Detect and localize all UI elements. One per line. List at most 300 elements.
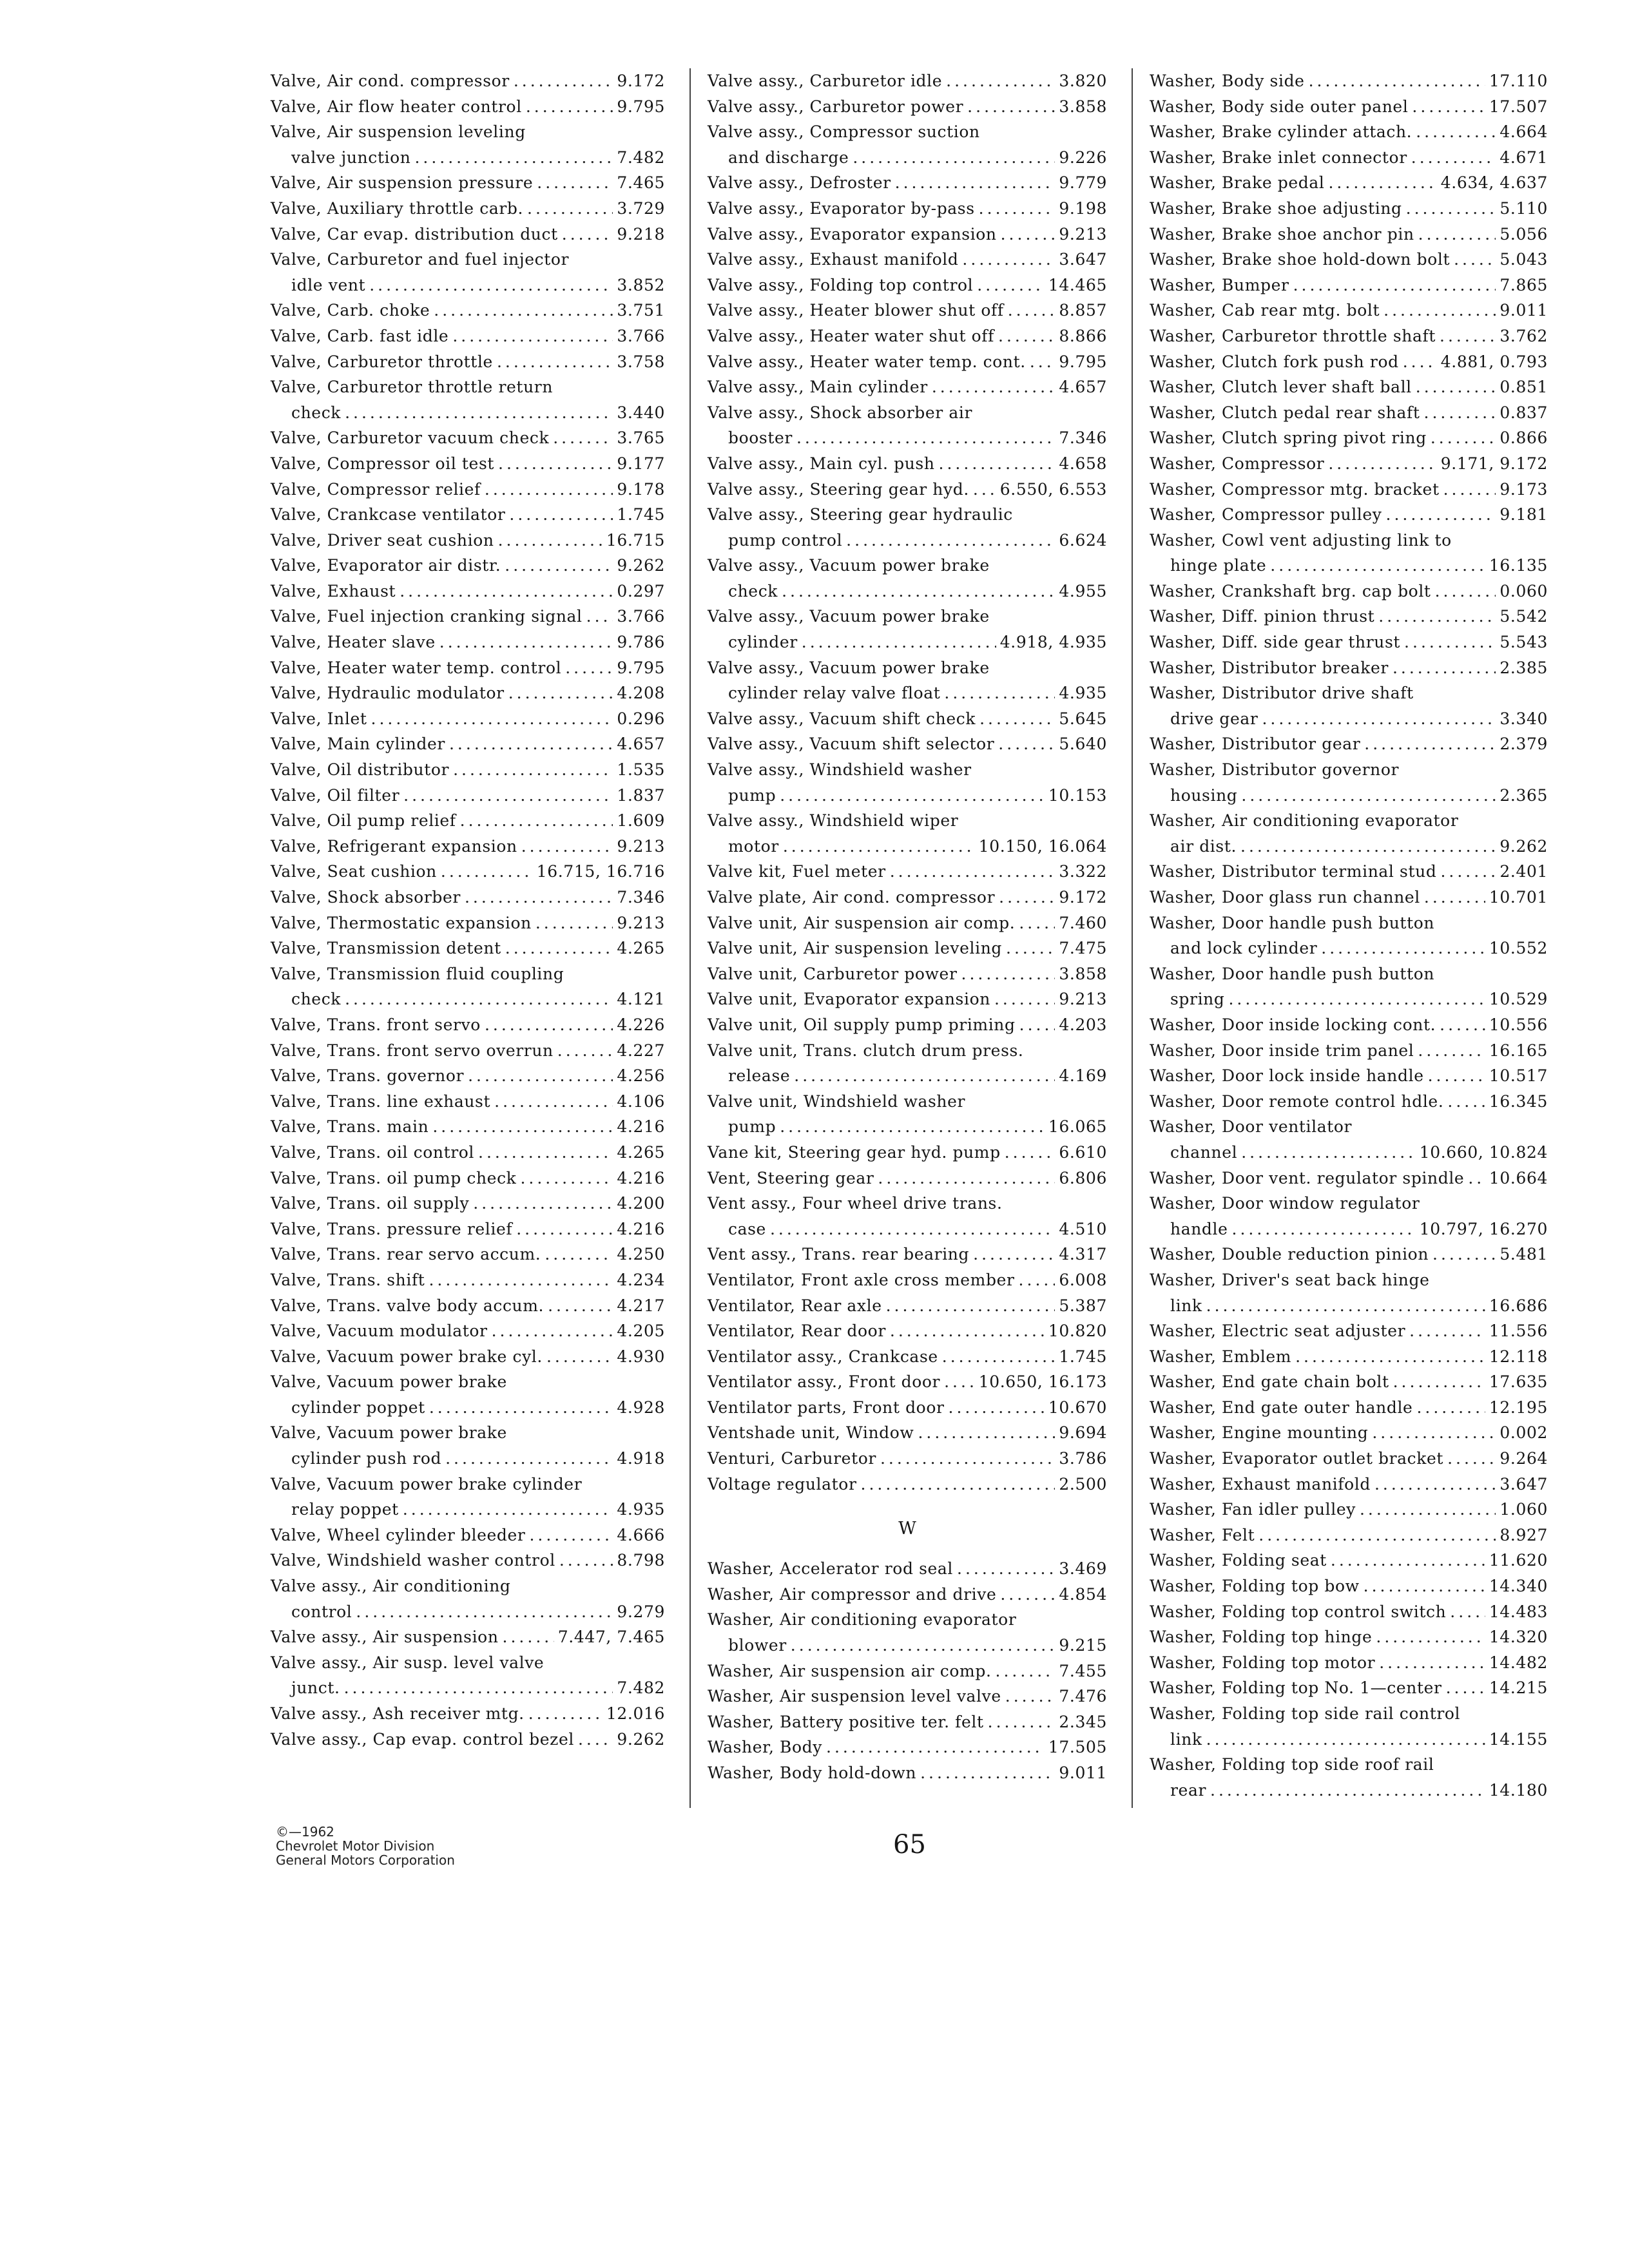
index-entry xyxy=(271,731,665,757)
entry-page-ref: 7.476 xyxy=(1059,1687,1107,1706)
index-entry xyxy=(1150,629,1548,655)
entry-term: Washer, Folding top control switch xyxy=(1150,1602,1447,1621)
index-entry xyxy=(1150,1548,1548,1573)
dot-leader xyxy=(503,1624,554,1650)
dot-leader xyxy=(429,1267,613,1293)
entry-term: Voltage regulator xyxy=(708,1474,857,1494)
entry-line xyxy=(708,349,1107,375)
index-entry xyxy=(1150,1701,1548,1752)
entry-line xyxy=(271,1446,665,1472)
entry-term: Valve, Trans. oil supply xyxy=(271,1194,470,1213)
index-entry xyxy=(708,247,1107,273)
index-entry xyxy=(708,374,1107,400)
entry-line xyxy=(1150,834,1548,860)
entry-line xyxy=(708,502,1107,528)
index-entry xyxy=(271,528,665,553)
index-entry xyxy=(1150,604,1548,629)
entry-term: Washer, Compressor xyxy=(1150,454,1325,473)
entry-term: Washer, Emblem xyxy=(1150,1347,1292,1366)
entry-page-ref: 9.011 xyxy=(1499,301,1548,320)
entry-page-ref: 4.955 xyxy=(1059,581,1107,601)
dot-leader xyxy=(452,323,613,349)
dot-leader xyxy=(1416,119,1496,145)
dot-leader xyxy=(460,808,613,834)
index-entry xyxy=(708,400,1107,451)
entry-page-ref: 9.171, 9.172 xyxy=(1440,454,1548,473)
entry-page-ref: 4.216 xyxy=(617,1219,665,1238)
entry-term: Valve assy., Evaporator expansion xyxy=(708,224,997,244)
entry-page-ref: 4.935 xyxy=(617,1500,665,1519)
dot-leader xyxy=(468,1063,613,1089)
entry-line xyxy=(271,374,665,400)
index-entry xyxy=(271,553,665,579)
entry-page-ref: 8.798 xyxy=(617,1551,665,1570)
entry-term: Valve, Transmission fluid coupling xyxy=(271,964,564,983)
entry-line xyxy=(271,1650,665,1676)
entry-page-ref: 0.060 xyxy=(1499,581,1548,601)
entry-page-ref: 4.854 xyxy=(1059,1584,1107,1604)
entry-term: Washer, Clutch spring pivot ring xyxy=(1150,428,1427,448)
entry-line xyxy=(1150,961,1548,987)
entry-term: Washer, Air conditioning evaporator xyxy=(1150,811,1459,831)
entry-line xyxy=(271,986,665,1012)
entry-line xyxy=(708,783,1107,809)
dot-leader xyxy=(996,1658,1055,1684)
dot-leader xyxy=(1006,936,1055,961)
dot-leader xyxy=(861,1472,1055,1497)
dot-leader xyxy=(979,706,1055,732)
entry-line xyxy=(271,1599,665,1625)
index-entry xyxy=(708,1012,1107,1038)
index-entry xyxy=(708,1760,1107,1786)
entry-line xyxy=(1150,1318,1548,1344)
entry-page-ref: 9.264 xyxy=(1499,1449,1548,1468)
entry-page-ref: 17.507 xyxy=(1489,97,1548,116)
entry-term: Washer, End gate chain bolt xyxy=(1150,1372,1389,1392)
entry-term: Washer, Distributor governor xyxy=(1150,760,1400,780)
index-entry xyxy=(708,222,1107,247)
entry-term: Valve assy., Ash receiver mtg. xyxy=(271,1704,525,1723)
entry-term: Valve assy., Windshield wiper xyxy=(708,811,959,831)
entry-term: Valve assy., Heater water shut off xyxy=(708,326,994,345)
entry-term: Washer, Accelerator rod seal xyxy=(708,1559,954,1579)
index-entry xyxy=(1150,1012,1548,1038)
index-entry xyxy=(708,731,1107,757)
entry-term: Valve assy., Main cyl. push xyxy=(708,454,935,473)
entry-page-ref: 4.928 xyxy=(617,1398,665,1417)
entry-line xyxy=(1150,1701,1548,1727)
dot-leader xyxy=(1446,1675,1485,1701)
dot-leader xyxy=(1454,247,1496,273)
entry-term: Valve, Carburetor vacuum check xyxy=(271,428,550,448)
entry-term-continued: blower xyxy=(728,1636,787,1655)
dot-leader xyxy=(403,783,613,809)
index-entry xyxy=(271,1369,665,1420)
entry-line xyxy=(1150,247,1548,273)
dot-leader xyxy=(1428,1063,1485,1089)
entry-page-ref: 0.866 xyxy=(1499,428,1548,448)
entry-line xyxy=(708,553,1107,579)
entry-term-continued: housing xyxy=(1170,785,1238,805)
index-entry xyxy=(708,68,1107,94)
dot-leader xyxy=(449,731,613,757)
entry-page-ref: 6.550, 6.553 xyxy=(999,479,1107,499)
index-entry xyxy=(271,961,665,1012)
entry-page-ref: 5.043 xyxy=(1499,250,1548,269)
dot-leader xyxy=(441,859,533,885)
dot-leader xyxy=(453,757,613,783)
entry-line xyxy=(271,936,665,961)
dot-leader xyxy=(403,1497,613,1523)
dot-leader xyxy=(1432,1242,1496,1267)
dot-leader xyxy=(878,1166,1055,1191)
entry-term: Valve, Vacuum power brake xyxy=(271,1423,507,1443)
entry-term: Vane kit, Steering gear hyd. pump xyxy=(708,1142,1001,1162)
index-entry xyxy=(1150,910,1548,961)
entry-term: Washer, Folding top No. 1—center xyxy=(1150,1678,1442,1698)
index-entry xyxy=(271,1012,665,1038)
dot-leader xyxy=(946,68,1055,94)
dot-leader xyxy=(557,1038,613,1064)
entry-page-ref: 4.226 xyxy=(617,1015,665,1034)
index-entry xyxy=(708,196,1107,222)
dot-leader xyxy=(1328,170,1436,196)
entry-page-ref: 9.279 xyxy=(617,1602,665,1621)
index-entry xyxy=(708,808,1107,859)
entry-page-ref: 1.535 xyxy=(617,760,665,780)
index-entry xyxy=(271,783,665,809)
entry-term: Valve, Carburetor and fuel injector xyxy=(271,250,570,269)
entry-page-ref: 4.203 xyxy=(1059,1015,1107,1034)
index-entry xyxy=(1150,528,1548,579)
dot-leader xyxy=(1383,298,1496,323)
entry-line xyxy=(271,629,665,655)
entry-term: Washer, Compressor pulley xyxy=(1150,505,1382,524)
entry-page-ref: 4.658 xyxy=(1059,454,1107,473)
index-column-2 xyxy=(708,68,1107,1786)
entry-term: Valve, Driver seat cushion xyxy=(271,530,494,550)
dot-leader xyxy=(1000,1582,1055,1608)
index-entry xyxy=(1150,349,1548,375)
section-letter: W xyxy=(898,1519,916,1539)
dot-leader xyxy=(791,1633,1055,1658)
index-entry xyxy=(1150,1420,1548,1446)
entry-term: Valve plate, Air cond. compressor xyxy=(708,888,996,907)
entry-line xyxy=(708,655,1107,681)
entry-page-ref: 5.387 xyxy=(1059,1296,1107,1315)
entry-term: Valve assy., Vacuum power brake xyxy=(708,658,990,677)
entry-line xyxy=(271,553,665,579)
entry-page-ref: 3.758 xyxy=(617,352,665,371)
entry-term: Valve unit, Oil supply pump priming xyxy=(708,1015,1016,1034)
dot-leader xyxy=(445,1446,613,1472)
entry-term: Valve, Compressor relief xyxy=(271,479,481,499)
dot-leader xyxy=(485,477,613,503)
entry-term: Washer, Air compressor and drive xyxy=(708,1584,997,1604)
dot-leader xyxy=(1241,783,1496,809)
entry-term-continued: cylinder push rod xyxy=(291,1449,442,1468)
dot-leader xyxy=(944,680,1055,706)
entry-line xyxy=(1150,502,1548,528)
entry-page-ref: 16.135 xyxy=(1489,556,1548,575)
entry-page-ref: 7.465 xyxy=(617,173,665,193)
entry-line xyxy=(708,222,1107,247)
entry-line xyxy=(271,1267,665,1293)
index-entry xyxy=(1150,1242,1548,1267)
index-entry xyxy=(271,1420,665,1471)
dot-leader xyxy=(344,1675,613,1701)
entry-line xyxy=(271,1675,665,1701)
entry-page-ref: 5.640 xyxy=(1059,735,1107,754)
index-entry xyxy=(708,1344,1107,1370)
entry-term-continued: handle xyxy=(1170,1219,1228,1238)
entry-term: Valve, Air flow heater control xyxy=(271,97,522,116)
entry-term-continued: idle vent xyxy=(291,275,366,294)
dot-leader xyxy=(345,986,613,1012)
entry-line xyxy=(708,1582,1107,1608)
index-entry xyxy=(1150,222,1548,247)
index-entry xyxy=(708,323,1107,349)
entry-page-ref: 12.118 xyxy=(1489,1347,1548,1366)
entry-line xyxy=(708,119,1107,145)
entry-term: Valve, Evaporator air distr. xyxy=(271,556,501,575)
index-entry xyxy=(271,1140,665,1166)
dot-leader xyxy=(1404,629,1496,655)
entry-term-continued: and discharge xyxy=(728,148,849,167)
dot-leader xyxy=(1374,1472,1496,1497)
entry-term: Washer, Crankshaft brg. cap bolt xyxy=(1150,581,1431,601)
dot-leader xyxy=(1440,1012,1485,1038)
entry-line xyxy=(271,1497,665,1523)
entry-line xyxy=(271,1012,665,1038)
dot-leader xyxy=(429,1395,613,1421)
entry-term: Valve, Car evap. distribution duct xyxy=(271,224,558,244)
entry-line xyxy=(271,1701,665,1727)
index-entry xyxy=(1150,961,1548,1012)
entry-page-ref: 10.517 xyxy=(1489,1066,1548,1086)
index-entry xyxy=(271,680,665,706)
entry-page-ref: 9.181 xyxy=(1499,505,1548,524)
entry-line xyxy=(1150,1216,1548,1242)
dot-leader xyxy=(1295,1344,1485,1370)
entry-term: Washer, Distributor terminal stud xyxy=(1150,862,1437,881)
entry-line xyxy=(708,1735,1107,1760)
dot-leader xyxy=(505,553,613,579)
index-entry xyxy=(1150,1344,1548,1370)
entry-term: Valve, Trans. governor xyxy=(271,1066,465,1086)
entry-line xyxy=(708,451,1107,477)
dot-leader xyxy=(780,783,1045,809)
entry-term: Washer, Clutch pedal rear shaft xyxy=(1150,403,1420,422)
entry-line xyxy=(708,1760,1107,1786)
entry-page-ref: 9.218 xyxy=(617,224,665,244)
index-entry xyxy=(271,1472,665,1523)
entry-page-ref: 3.786 xyxy=(1059,1449,1107,1468)
index-entry xyxy=(708,1318,1107,1344)
entry-line xyxy=(708,1607,1107,1633)
entry-line xyxy=(1150,936,1548,961)
dot-leader xyxy=(565,655,613,681)
entry-page-ref: 4.664 xyxy=(1499,122,1548,142)
entry-line xyxy=(271,145,665,171)
entry-page-ref: 12.016 xyxy=(606,1704,665,1723)
entry-page-ref: 3.858 xyxy=(1059,97,1107,116)
entry-page-ref: 4.217 xyxy=(617,1296,665,1315)
entry-line xyxy=(1150,1650,1548,1676)
index-entry xyxy=(1150,425,1548,451)
dot-leader xyxy=(1005,1684,1055,1709)
entry-term: Valve kit, Fuel meter xyxy=(708,862,886,881)
entry-term-continued: pump xyxy=(728,1117,776,1137)
entry-page-ref: 9.786 xyxy=(617,633,665,652)
entry-line xyxy=(271,1293,665,1319)
entry-term: Valve unit, Windshield washer xyxy=(708,1091,966,1111)
entry-term: Washer, Double reduction pinion xyxy=(1150,1245,1429,1264)
dot-leader xyxy=(1262,706,1496,732)
index-entry xyxy=(271,604,665,629)
entry-term: Valve, Heater water temp. control xyxy=(271,658,562,677)
dot-leader xyxy=(498,451,613,477)
entry-term: Valve, Air suspension leveling xyxy=(271,122,526,142)
entry-term: Washer, Electric seat adjuster xyxy=(1150,1321,1406,1341)
entry-line xyxy=(1150,1038,1548,1064)
entry-line xyxy=(1150,808,1548,834)
entry-line xyxy=(708,170,1107,196)
entry-term: Valve unit, Air suspension leveling xyxy=(708,939,1002,958)
entry-term: Valve, Trans. rear servo accum. xyxy=(271,1245,541,1264)
dot-leader xyxy=(967,94,1055,120)
entry-line xyxy=(1150,1472,1548,1497)
entry-term: Valve, Heater slave xyxy=(271,633,436,652)
index-entry xyxy=(708,706,1107,732)
entry-page-ref: 9.795 xyxy=(617,658,665,677)
entry-term-continued: link xyxy=(1170,1296,1202,1315)
entry-page-ref: 0.002 xyxy=(1499,1423,1548,1443)
entry-term: Valve assy., Windshield washer xyxy=(708,760,972,780)
dot-leader xyxy=(345,400,613,426)
entry-page-ref: 14.340 xyxy=(1489,1577,1548,1596)
entry-term: Valve, Trans. main xyxy=(271,1117,429,1137)
index-entry xyxy=(1150,145,1548,171)
index-entry xyxy=(1150,1752,1548,1803)
entry-term: Washer, Cowl vent adjusting link to xyxy=(1150,530,1452,550)
entry-page-ref: 10.556 xyxy=(1489,1015,1548,1034)
dot-leader xyxy=(1403,349,1437,375)
index-entry xyxy=(271,885,665,910)
entry-term: Washer, Folding top side rail control xyxy=(1150,1704,1461,1723)
entry-page-ref: 8.857 xyxy=(1059,301,1107,320)
entry-page-ref: 17.110 xyxy=(1489,72,1548,90)
entry-line xyxy=(708,1369,1107,1395)
entry-line xyxy=(708,885,1107,910)
index-entry xyxy=(1150,1395,1548,1421)
index-entry xyxy=(1150,1650,1548,1676)
index-entry xyxy=(708,604,1107,655)
dot-leader xyxy=(1206,1293,1485,1319)
index-entry xyxy=(271,323,665,349)
entry-term: Washer, Engine mounting xyxy=(1150,1423,1369,1443)
entry-term: Washer, Distributor gear xyxy=(1150,735,1361,754)
entry-line xyxy=(1150,119,1548,145)
entry-line xyxy=(708,936,1107,961)
entry-page-ref: 7.346 xyxy=(1059,428,1107,448)
entry-page-ref: 17.635 xyxy=(1489,1372,1548,1392)
index-entry xyxy=(271,1548,665,1573)
entry-page-ref: 9.694 xyxy=(1059,1423,1107,1443)
index-entry xyxy=(1150,885,1548,910)
dot-leader xyxy=(1019,1012,1055,1038)
page-number: 65 xyxy=(893,1830,926,1860)
index-entry xyxy=(271,1038,665,1064)
entry-line xyxy=(271,273,665,298)
entry-term: Washer, End gate outer handle xyxy=(1150,1398,1413,1417)
entry-page-ref: 4.634, 4.637 xyxy=(1440,173,1548,193)
dot-leader xyxy=(1406,196,1496,222)
dot-leader xyxy=(537,170,613,196)
entry-term-continued: hinge plate xyxy=(1170,556,1267,575)
dot-leader xyxy=(494,1089,613,1115)
entry-line xyxy=(1150,1624,1548,1650)
entry-term-continued: pump xyxy=(728,785,776,805)
entry-term: Washer, Folding top bow xyxy=(1150,1577,1360,1596)
entry-page-ref: 14.155 xyxy=(1489,1729,1548,1749)
dot-leader xyxy=(1019,910,1055,936)
entry-term: Washer, Diff. side gear thrust xyxy=(1150,633,1401,652)
dot-leader xyxy=(1309,68,1485,94)
entry-page-ref: 7.482 xyxy=(617,1678,665,1698)
index-entry xyxy=(708,1089,1107,1140)
entry-line xyxy=(271,706,665,732)
column-divider xyxy=(689,68,691,1808)
index-entry xyxy=(708,1472,1107,1497)
entry-term-continued: link xyxy=(1170,1729,1202,1749)
index-entry xyxy=(708,1709,1107,1735)
dot-leader xyxy=(1258,1523,1496,1548)
entry-page-ref: 9.215 xyxy=(1059,1636,1107,1655)
index-entry xyxy=(271,1727,665,1753)
entry-line xyxy=(271,783,665,809)
dot-leader xyxy=(770,1216,1055,1242)
entry-term: Valve, Wheel cylinder bleeder xyxy=(271,1525,526,1544)
dot-leader xyxy=(1372,1420,1496,1446)
dot-leader xyxy=(1030,349,1055,375)
index-entry xyxy=(1150,119,1548,145)
entry-term: Valve assy., Defroster xyxy=(708,173,891,193)
dot-leader xyxy=(1424,400,1496,426)
entry-term: Ventilator assy., Front door xyxy=(708,1372,941,1392)
entry-page-ref: 0.851 xyxy=(1499,378,1548,397)
index-entry xyxy=(271,1267,665,1293)
index-entry xyxy=(1150,451,1548,477)
entry-term-continued: motor xyxy=(728,836,779,856)
entry-term: Ventshade unit, Window xyxy=(708,1423,914,1443)
entry-page-ref: 0.837 xyxy=(1499,403,1548,422)
index-entry xyxy=(271,502,665,528)
entry-page-ref: 2.385 xyxy=(1499,658,1548,677)
entry-page-ref: 10.797, 16.270 xyxy=(1419,1219,1548,1238)
entry-term: Vent assy., Trans. rear bearing xyxy=(708,1245,970,1264)
entry-term-continued: cylinder poppet xyxy=(291,1398,425,1417)
entry-page-ref: 4.657 xyxy=(617,735,665,754)
entry-term: Valve, Trans. oil control xyxy=(271,1142,475,1162)
entry-line xyxy=(271,1395,665,1421)
entry-term-continued: check xyxy=(291,403,342,422)
index-entry xyxy=(708,553,1107,604)
index-entry xyxy=(708,1735,1107,1760)
entry-page-ref: 3.765 xyxy=(617,428,665,448)
entry-page-ref: 3.766 xyxy=(617,607,665,626)
entry-page-ref: 16.686 xyxy=(1489,1296,1548,1315)
